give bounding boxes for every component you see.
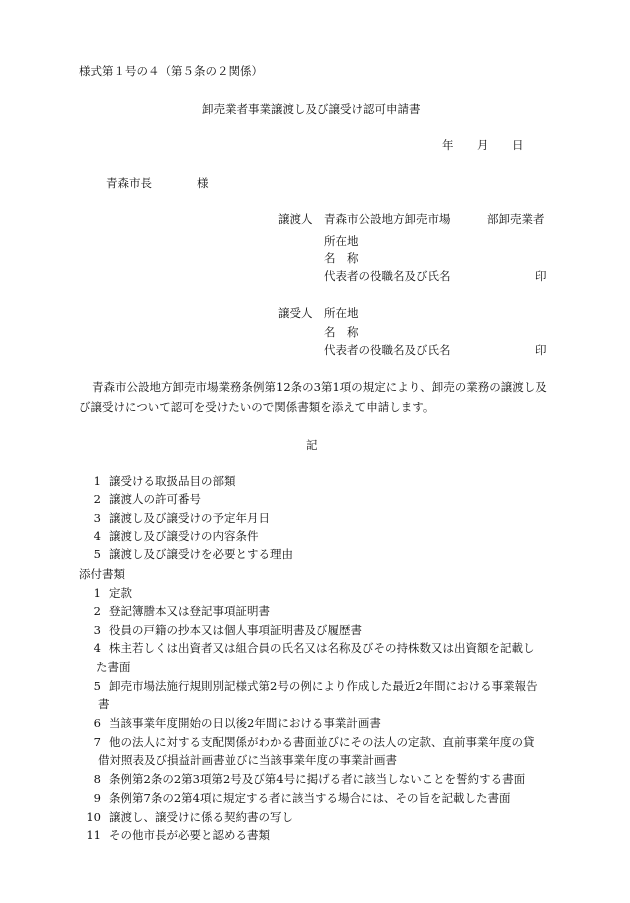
body-line-2: び譲受けについて認可を受けたいので関係書類を添えて申請します。 xyxy=(79,400,435,414)
list-item-continuation: 書 xyxy=(98,697,110,711)
list-item: 5 卸売市場法施行規則別記様式第2号の例により作成した最近2年間における事業報告 xyxy=(93,679,538,693)
transferor-address-label: 所在地 xyxy=(324,234,359,248)
list-item: 10 譲渡し、譲受けに係る契約書の写し xyxy=(86,810,293,824)
list-item: 6 当該事業年度開始の日以後2年間における事業計画書 xyxy=(93,716,381,730)
list-item: 5 譲渡し及び譲受けを必要とする理由 xyxy=(93,547,293,561)
transferor-seal-mark: 印 xyxy=(535,269,547,283)
list-item: 1 譲受ける取扱品目の部類 xyxy=(93,474,236,488)
transferee-rep-label: 代表者の役職名及び氏名 xyxy=(324,343,451,357)
transferor-rep-label: 代表者の役職名及び氏名 xyxy=(324,269,451,283)
date-year-label: 年 xyxy=(442,138,454,152)
addressee-name: 青森市長 xyxy=(106,176,152,190)
list-item: 1 定款 xyxy=(93,586,132,600)
transferor-market: 青森市公設地方卸売市場 xyxy=(324,212,451,226)
list-item: 2 登記簿謄本又は登記事項証明書 xyxy=(93,604,270,618)
list-item-continuation: 借対照表及び損益計画書並びに当該事業年度の事業計画書 xyxy=(98,753,397,767)
addressee-honorific: 様 xyxy=(197,176,209,190)
list-item: 4 譲渡し及び譲受けの内容条件 xyxy=(93,529,259,543)
list-item: 3 譲渡し及び譲受けの予定年月日 xyxy=(93,511,270,525)
body-line-1: 青森市公設地方卸売市場業務条例第12条の3第1項の規定により、卸売の業務の譲渡し及 xyxy=(92,380,547,394)
list-item: 11 その他市長が必要と認める書類 xyxy=(86,828,270,842)
list-item: 3 役員の戸籍の抄本又は個人事項証明書及び履歴書 xyxy=(93,623,362,637)
list-item: 2 譲渡人の許可番号 xyxy=(93,492,201,506)
list-item: 7 他の法人に対する支配関係がわかる書面並びにその法人の定款、直前事業年度の貸 xyxy=(93,735,535,749)
list-item: 9 条例第7条の2第4項に規定する者に該当する場合には、その旨を記載した書面 xyxy=(93,791,511,805)
form-number: 様式第１号の４（第５条の２関係） xyxy=(79,64,263,78)
list-item: 4 株主若しくは出資者又は組合員の氏名又は名称及びその持株数又は出資額を記載し xyxy=(93,641,535,655)
transferee-seal-mark: 印 xyxy=(535,343,547,357)
list-item: 8 条例第2条の2第3項第2号及び第4号に掲げる者に該当しないことを誓約する書面 xyxy=(93,772,526,786)
transferee-address-label: 所在地 xyxy=(324,306,359,320)
transferor-label: 譲渡人 xyxy=(278,212,313,226)
transferor-name-label: 名 称 xyxy=(324,251,359,265)
date-day-label: 日 xyxy=(512,138,524,152)
date-month-label: 月 xyxy=(477,138,489,152)
ki-heading: 記 xyxy=(306,438,318,452)
attachments-heading: 添付書類 xyxy=(79,567,125,581)
document-title: 卸売業者事業譲渡し及び譲受け認可申請書 xyxy=(202,102,421,116)
transferee-name-label: 名 称 xyxy=(324,325,359,339)
transferee-label: 譲受人 xyxy=(278,306,313,320)
transferor-division: 部卸売業者 xyxy=(487,212,545,226)
list-item-continuation: た書面 xyxy=(96,660,131,674)
